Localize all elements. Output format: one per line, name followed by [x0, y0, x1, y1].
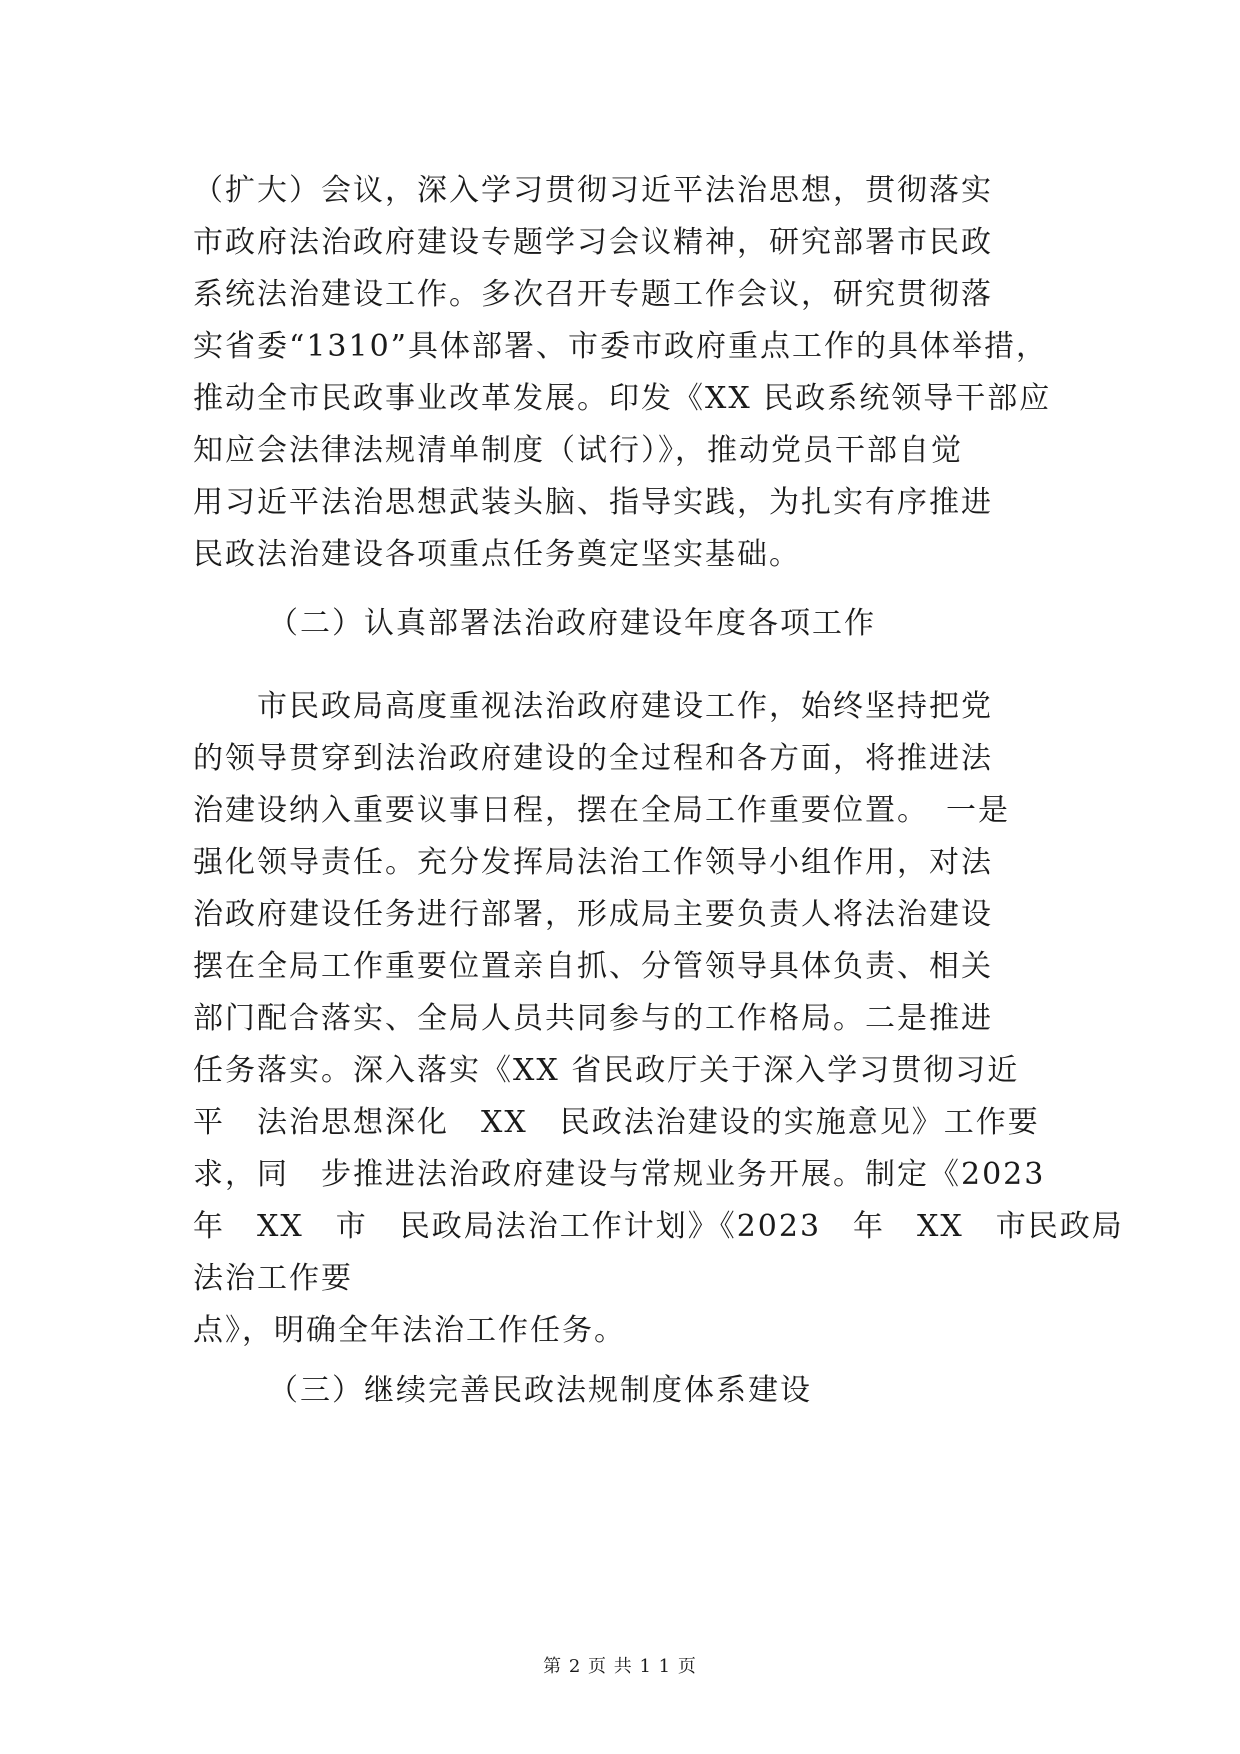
text-line: 任务落实。深入落实《XX 省民政厅关于深入学习贯彻习近: [193, 1053, 1020, 1088]
text-line: 实省委“1310”具体部署、市委市政府重点工作的具体举措，: [193, 329, 1049, 364]
text-line: 推动全市民政事业改革发展。印发《XX 民政系统领导干部应: [193, 381, 1052, 416]
text-line: 强化领导责任。充分发挥局法治工作领导小组作用，对法: [193, 845, 993, 880]
text-line: 治建设纳入重要议事日程，摆在全局工作重要位置。 一是: [193, 793, 1010, 828]
text-line: 系统法治建设工作。多次召开专题工作会议，研究贯彻落: [193, 277, 993, 312]
text-line: 法治工作要: [193, 1261, 353, 1296]
section-heading-2: （二）认真部署法治政府建设年度各项工作: [268, 606, 876, 641]
text-line: 市政府法治政府建设专题学习会议精神，研究部署市民政: [193, 225, 993, 260]
paragraph-1: [193, 165, 1055, 581]
text-line: 平 法治思想深化 XX 民政法治建设的实施意见》工作要: [193, 1105, 1040, 1140]
text-line: 求，同 步推进法治政府建设与常规业务开展。制定《2023: [193, 1157, 1046, 1192]
text-line: 知应会法律法规清单制度（试行）》，推动党员干部自觉: [193, 433, 963, 468]
text-line: （扩大）会议，深入学习贯彻习近平法治思想，贯彻落实: [193, 173, 993, 208]
text-line: 用习近平法治思想武装头脑、指导实践，为扎实有序推进: [193, 485, 993, 520]
text-line: 民政法治建设各项重点任务奠定坚实基础。: [193, 537, 801, 572]
text-line: 治政府建设任务进行部署，形成局主要负责人将法治建设: [193, 897, 993, 932]
text-line: 市民政局高度重视法治政府建设工作，始终坚持把党: [193, 689, 993, 724]
page-number-footer: 第 2 页 共 1 1 页: [543, 1656, 697, 1677]
text-line: 部门配合落实、全局人员共同参与的工作格局。二是推进: [193, 1001, 993, 1036]
paragraph-2: [193, 681, 1124, 1357]
text-line: 点》，明确全年法治工作任务。: [193, 1313, 626, 1348]
section-heading-3: （三）继续完善民政法规制度体系建设: [268, 1373, 812, 1408]
text-line: 年 XX 市 民政局法治工作计划》《2023 年 XX 市民政局: [193, 1209, 1124, 1244]
text-line: 的领导贯穿到法治政府建设的全过程和各方面，将推进法: [193, 741, 993, 776]
text-line: 摆在全局工作重要位置亲自抓、分管领导具体负责、相关: [193, 949, 993, 984]
